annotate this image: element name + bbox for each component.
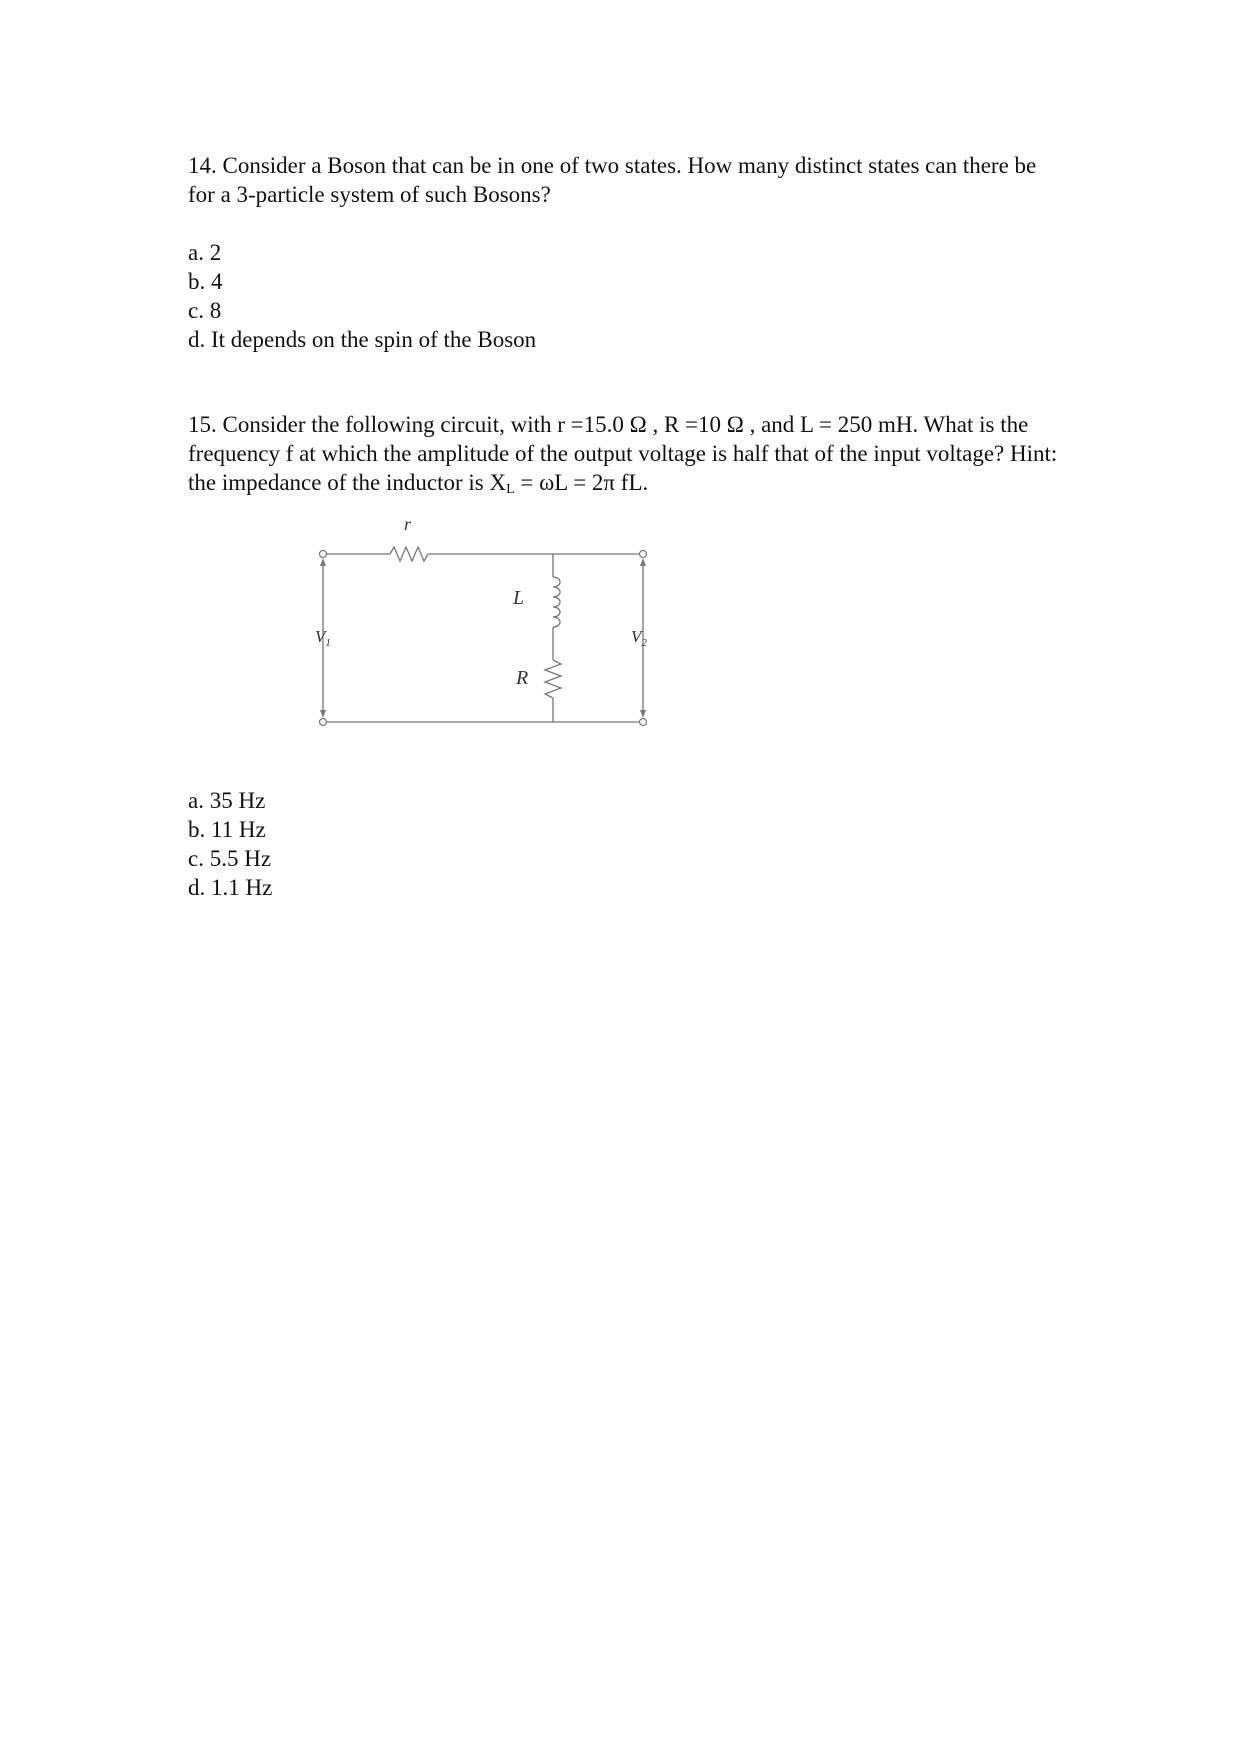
option-d: d. 1.1 Hz xyxy=(188,875,273,900)
terminal-bottom-left xyxy=(320,719,327,726)
v2-arrow-head-down xyxy=(640,710,646,718)
terminal-top-left xyxy=(320,551,327,558)
option-c: c. 8 xyxy=(188,298,222,323)
terminal-top-right xyxy=(640,551,647,558)
question-15-options xyxy=(188,786,272,902)
question-14-stem: 14. Consider a Boson that can be in one of two states. How many distinct states can there be for a 3-particle system of such Bosons? xyxy=(188,153,1037,207)
option-b: b. 11 Hz xyxy=(188,817,266,842)
label-r: r xyxy=(404,514,412,534)
label-R: R xyxy=(516,667,529,689)
question-14-options xyxy=(188,238,1068,354)
v2-arrow-head-up xyxy=(640,558,646,566)
label-v1-sub: 1 xyxy=(325,637,331,649)
terminal-bottom-right xyxy=(640,719,647,726)
question-15-stem-hint: = ωL = 2π fL. xyxy=(514,470,649,495)
question-14 xyxy=(188,151,1068,354)
option-b: b. 4 xyxy=(188,269,223,294)
question-15 xyxy=(188,410,1068,504)
label-v2-main: V xyxy=(631,627,642,646)
option-c: c. 5.5 Hz xyxy=(188,846,272,871)
label-v2-sub: 2 xyxy=(641,637,647,649)
label-v1 xyxy=(315,627,331,649)
option-a: a. 2 xyxy=(188,240,222,265)
label-v1-main: V xyxy=(315,627,326,646)
resistor-R-symbol xyxy=(545,660,561,698)
label-L: L xyxy=(513,587,525,609)
option-d: d. It depends on the spin of the Boson xyxy=(188,327,537,352)
circuit-diagram xyxy=(315,512,675,732)
option-a: a. 35 Hz xyxy=(188,788,266,813)
v1-arrow-head-up xyxy=(320,558,326,566)
question-15-stem-text: 15. Consider the following circuit, with r =15.0 Ω , R =10 Ω , and L = 250 mH. What is the frequency f at which the amplitude of the output voltage is half that of the input voltage? Hint: the impedance of the inductor is X xyxy=(188,412,1058,495)
inductor-subscript: L xyxy=(506,482,515,497)
resistor-r-symbol xyxy=(390,547,428,561)
question-15-stem xyxy=(188,410,1068,504)
v1-arrow-head-down xyxy=(320,710,326,718)
label-v2 xyxy=(631,627,647,649)
inductor-L-symbol xyxy=(553,577,560,627)
